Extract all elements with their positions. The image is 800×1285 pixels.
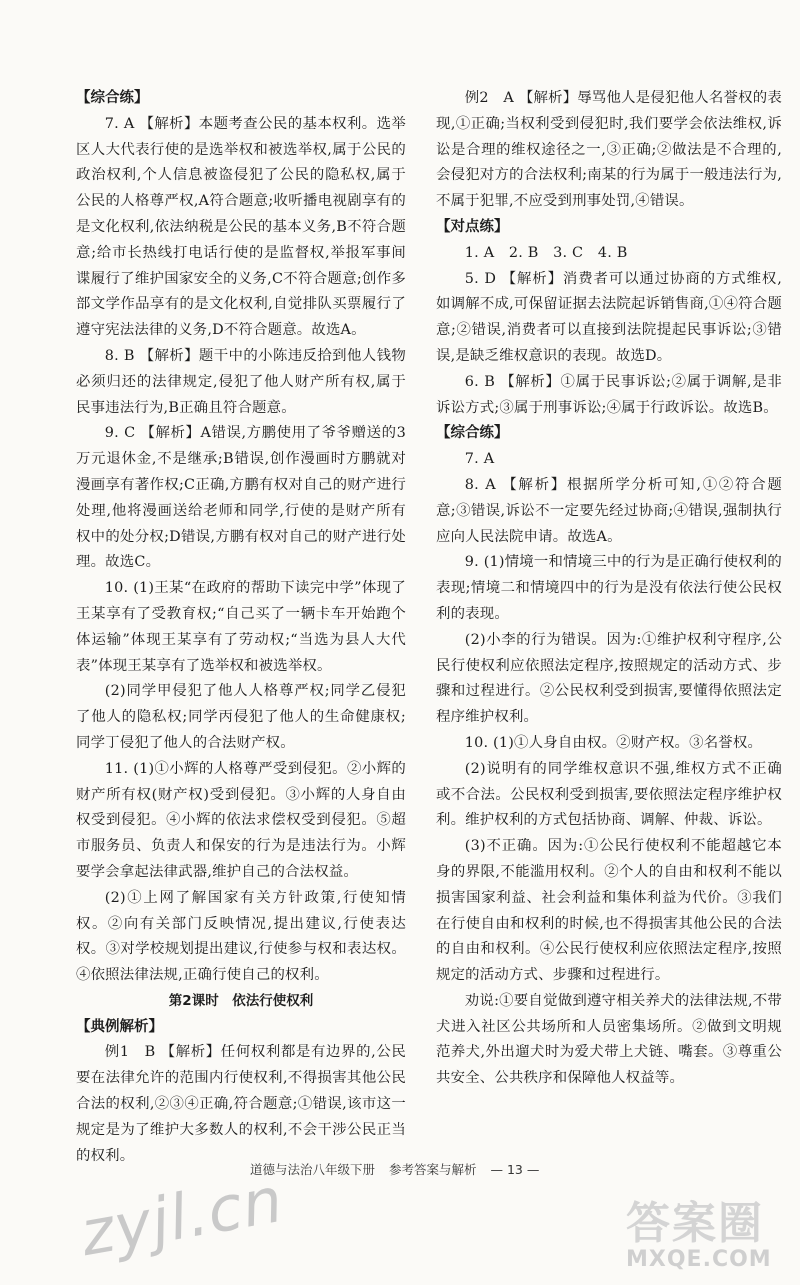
footer-book-title: 道德与法治八年级下册 [250, 1162, 376, 1177]
section-heading-practice: 【对点练】 [436, 218, 509, 235]
example-1: 例1 B 【解析】任何权利都是有边界的,公民要在法律允许的范围内行使权利,不得损害其他公民合法的权利,②③④正确,符合题意;①错误,该市这一规定是为了维护大多数人的权利,不会干涉公民正当的权利。 [76, 1044, 406, 1164]
answer-10-b-part1: 10. (1)①人身自由权。②财产权。③名誉权。 [464, 734, 763, 751]
answer-9: 9. C 【解析】A错误,方鹏使用了爷爷赠送的3万元退休金,不是继承;B错误,创作漫画时方鹏就对漫画享有著作权;C正确,方鹏有权对自己的财产进行处理,他将漫画送给老师和同学,行使的是财产所有权中的处分权;D错误,方鹏有权对自己的财产进行处理。故选C。 [76, 425, 406, 571]
lesson-title: 第2课时 依法行使权利 [168, 992, 314, 1009]
section-heading-comprehensive: 【综合练】 [76, 90, 149, 106]
answer-11-part2: (2)①上网了解国家有关方针政策,行使知情权。②向有关部门反映情况,提出建议,行使表达权。③对学校规划提出建议,行使参与权和表达权。④依照法律法规,正确行使自己的权利。 [76, 889, 406, 984]
watermark-left-logo: zyjl.cn [75, 1162, 289, 1271]
section-heading-examples: 【典例解析】 [76, 1018, 163, 1035]
answer-10-b-part4: 劝说:①要自觉做到遵守相关养犬的法律法规,不带犬进入社区公共场所和人员密集场所。②做到文明规范养犬,外出遛犬时为爱犬带上犬链、嘴套。③尊重公共安全、公共秩序和保障他人权益等。 [436, 992, 782, 1087]
watermark-right-logo: 答案圈 [626, 1198, 764, 1249]
answer-10-part1: 10. (1)王某“在政府的帮助下读完中学”体现了王某享有了受教育权;“自己买了一辆卡车开始跑个体运输”体现王某享有了劳动权;“当选为县人大代表”体现王某享有了选举权和被选举权。 [76, 580, 406, 674]
answer-9-part1: 9. (1)情境一和情境三中的行为是正确行使权利的表现;情境二和情境四中的行为是没有依法行使公民权利的表现。 [436, 554, 782, 622]
answer-10-b-part2: (2)说明有的同学维权意识不强,维权方式不正确或不合法。公民权利受到损害,要依照法定程序维护权利。维护权利的方式包括协商、调解、仲裁、诉讼。 [436, 760, 782, 829]
answer-5: 5. D 【解析】消费者可以通过协商的方式维权,如调解不成,可保留证据去法院起诉销售商,①④符合题意;②错误,消费者可以直接到法院提起民事诉讼;③错误,是缺乏维权意识的表现。故选D。 [436, 270, 782, 364]
answers-1-to-4: 1. A 2. B 3. C 4. B [464, 244, 628, 261]
answer-8: 8. B 【解析】题干中的小陈违反拾到他人钱物必须归还的法律规定,侵犯了他人财产所有权,属于民事违法行为,B正确且符合题意。 [76, 347, 406, 416]
page-number: — 13 — [490, 1162, 540, 1177]
footer-section-title: 参考答案与解析 [389, 1162, 477, 1177]
answer-11-part1: 11. (1)①小辉的人格尊严受到侵犯。②小辉的财产所有权(财产权)受到侵犯。③小辉的人身自由权受到侵犯。④小辉的依法求偿权受到侵犯。⑤超市服务员、负责人和保安的行为是违法行为。小辉要学会拿起法律武器,维护自己的合法权益。 [76, 760, 406, 880]
answer-10-part2: (2)同学甲侵犯了他人人格尊严权;同学乙侵犯了他人的隐私权;同学丙侵犯了他人的生命健康权;同学丁侵犯了他人的合法财产权。 [76, 683, 406, 751]
answer-6: 6. B 【解析】①属于民事诉讼;②属于调解,是非诉讼方式;③属于刑事诉讼;④属于行政诉讼。故选B。 [436, 373, 782, 416]
answer-10-b-part3: (3)不正确。因为:①公民行使权利不能超越它本身的界限,不能滥用权利。②个人的自由和权利不能以损害国家利益、社会利益和集体利益为代价。③我们在行使自由和权利的时候,也不得损害其他公民的合法的自由和权利。④公民行使权利应依照法定程序,按照规定的活动方式、步骤和过程进行。 [436, 838, 782, 984]
section-heading-comprehensive-2: 【综合练】 [436, 425, 509, 442]
watermark-right [626, 1187, 796, 1277]
watermark-right-site: MXQE.COM [626, 1247, 772, 1272]
page-footer [250, 1160, 570, 1178]
answer-8-b: 8. A 【解析】根据所学分析可知,①②符合题意;③错误,诉讼不一定要先经过协商;④错误,强制执行应向人民法院申请。故选A。 [436, 476, 782, 545]
left-column [76, 86, 406, 1169]
example-2: 例2 A 【解析】辱骂他人是侵犯他人名誉权的表现,①正确;当权利受到侵犯时,我们要学会依法维权,诉讼是合理的维权途径之一,③正确;②做法是不合理的,会侵犯对方的合法权利;南某的行为属于一般违法行为,不属于犯罪,不应受到刑事处罚,④错误。 [436, 90, 782, 210]
answer-9-part2: (2)小李的行为错误。因为:①维护权利守程序,公民行使权利应依照法定程序,按照规定的活动方式、步骤和过程进行。②公民权利受到损害,要懂得依照法定程序维护权利。 [436, 631, 782, 726]
answer-7: 7. A 【解析】本题考查公民的基本权利。选举区人大代表行使的是选举权和被选举权,属于公民的政治权利,个人信息被盗侵犯了公民的隐私权,属于公民的人格尊严权,A符合题意;收听播电视剧享有的是文化权利,依法纳税是公民的基本义务,B不符合题意;给市长热线打电话行使的是监督权,举报军事间谍履行了维护国家安全的义务,C不符合题意;创作多部文学作品享有的是文化权利,自觉排队买票履行了遵守宪法法律的义务,D不符合题意。故选A。 [76, 115, 406, 339]
answer-7-b: 7. A [464, 451, 495, 468]
right-column [436, 86, 782, 1092]
